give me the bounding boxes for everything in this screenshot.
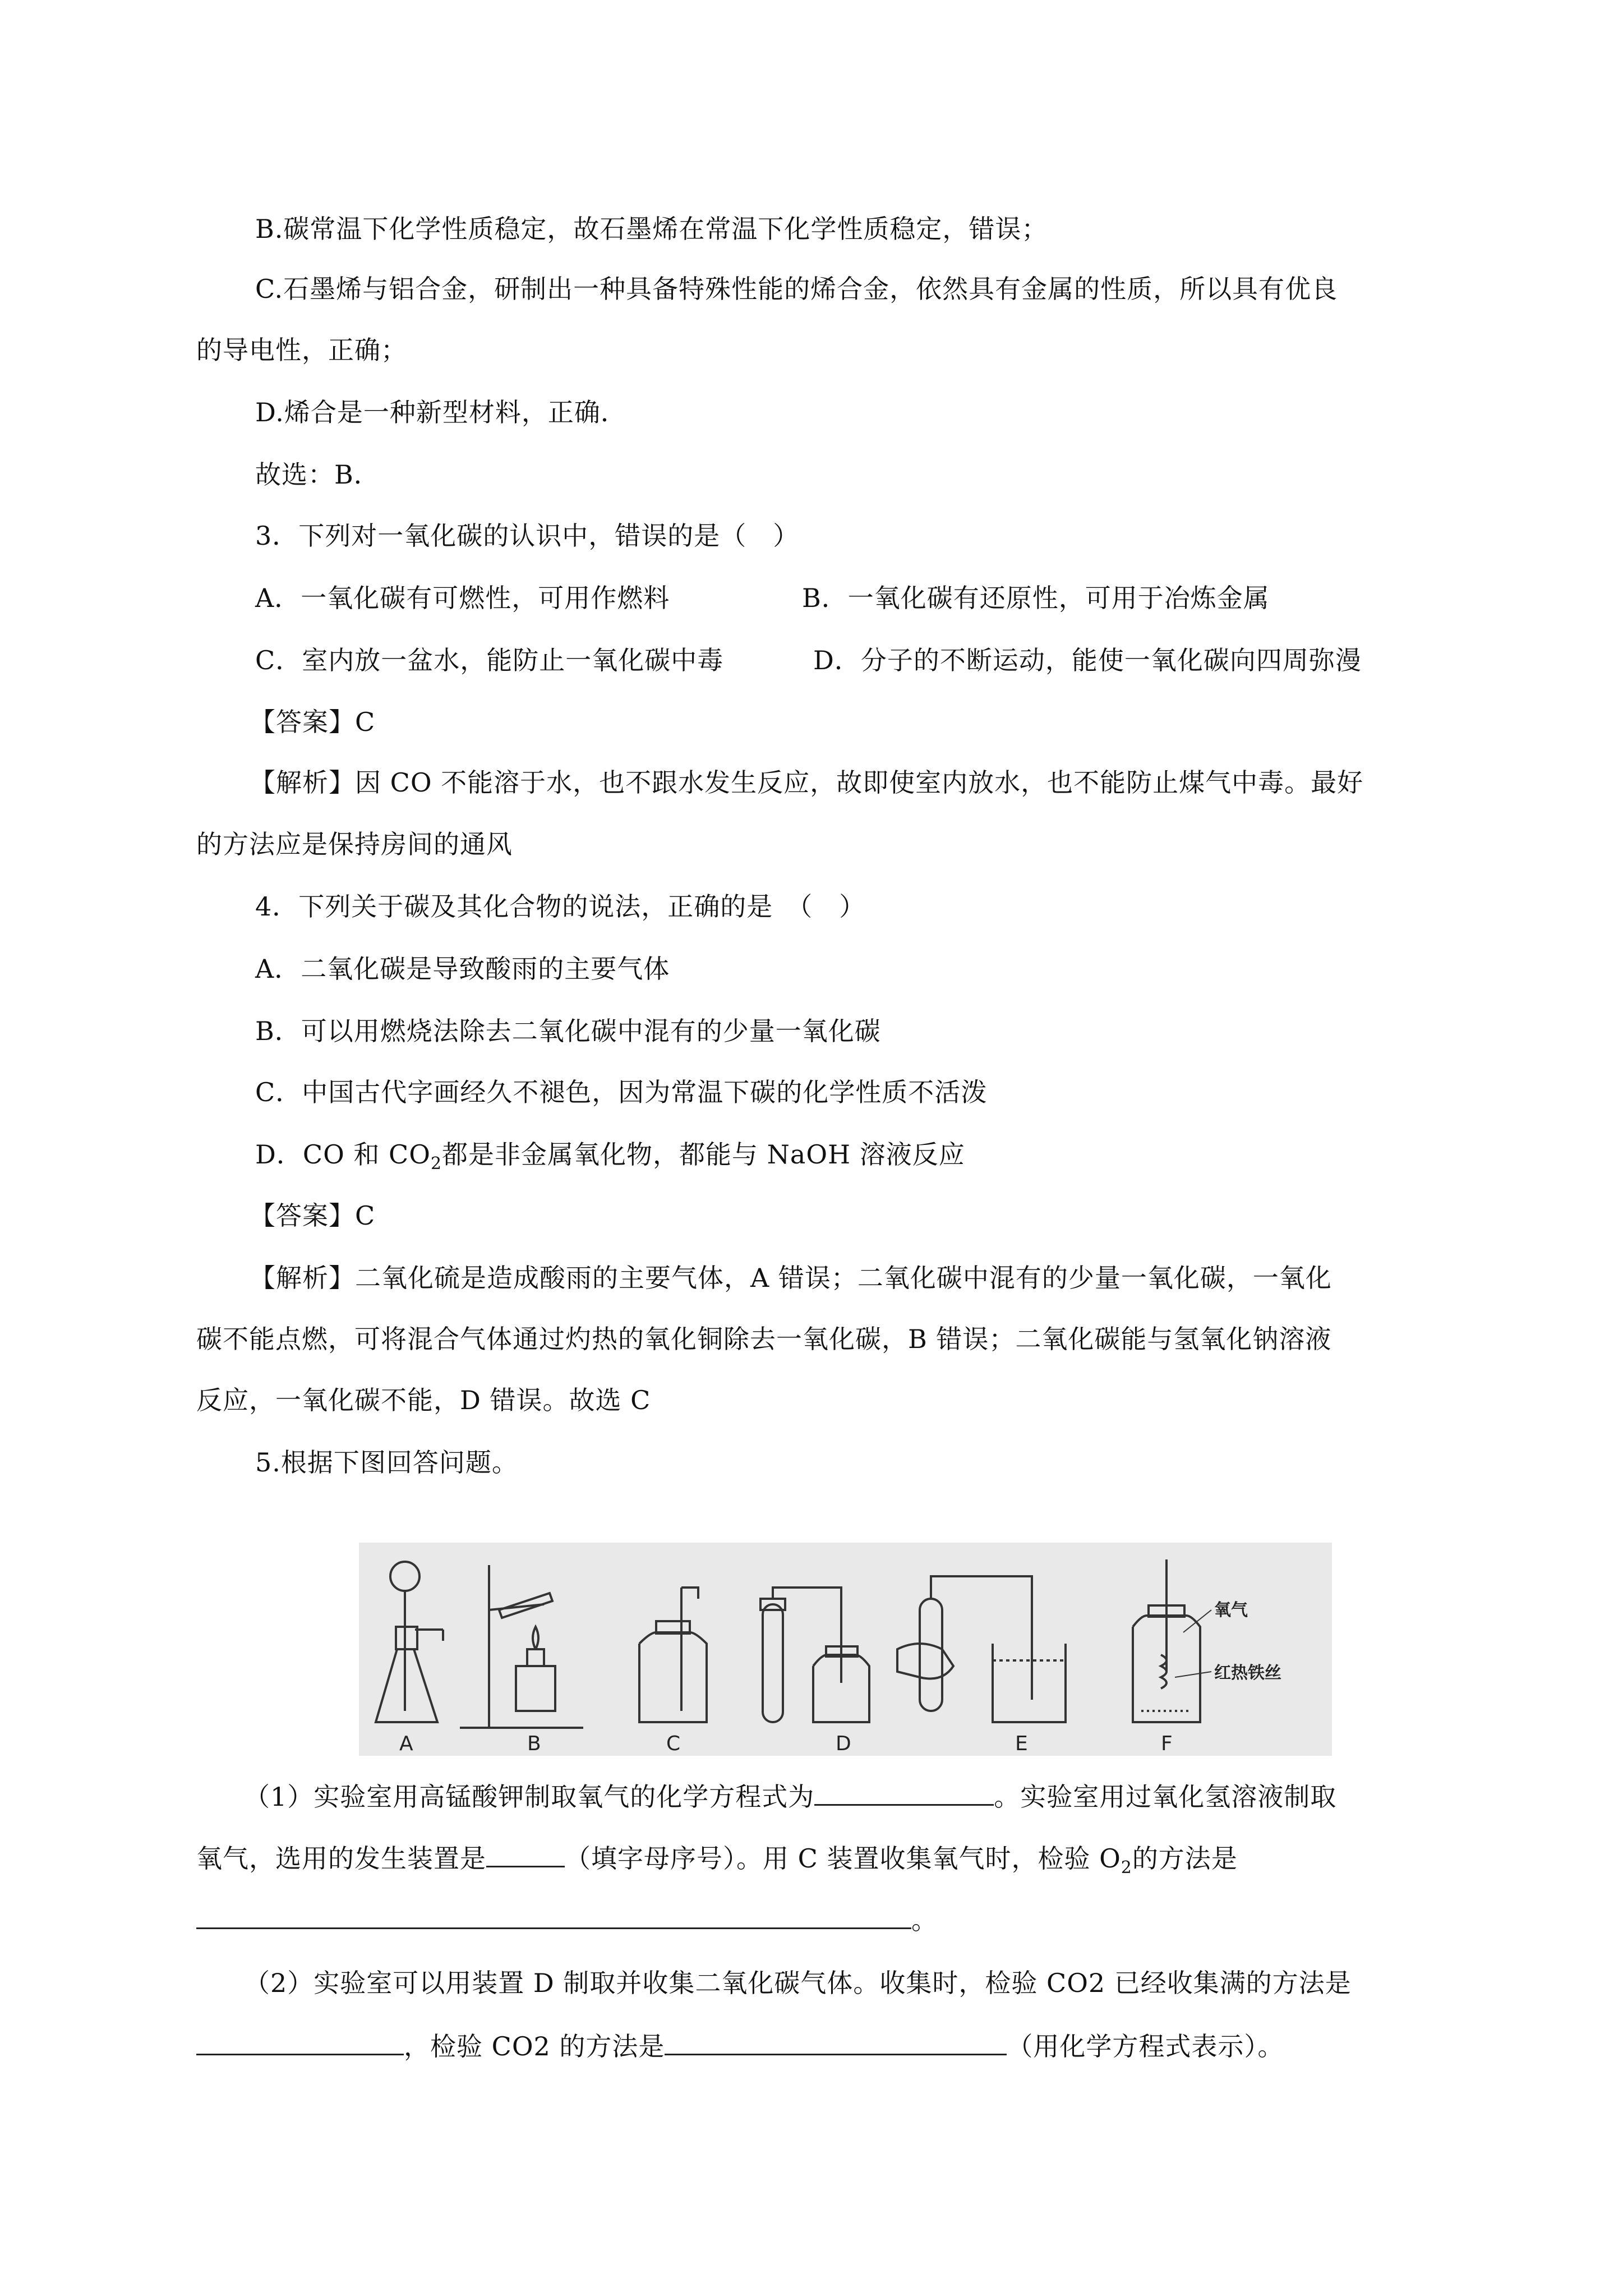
q3-explanation: 【解析】因 CO 不能溶于水，也不跟水发生反应，故即使室内放水，也不能防止煤气中毒。最好 [250,767,1364,798]
q3-question: 3．下列对一氧化碳的认识中，错误的是（ ） [255,521,800,551]
q4-option-a: A．二氧化碳是导致酸雨的主要气体 [255,954,670,984]
q5-part2-text-cont: （用化学方程式表示）。 [1007,2031,1284,2062]
q3-option-a: A．一氧化碳有可燃性，可用作燃料 [255,583,670,613]
q4-option-c: C．中国古代字画经久不褪色，因为常温下碳的化学性质不活泼 [255,1077,988,1107]
q3-option-c: C．室内放一盆水，能防止一氧化碳中毒 [255,645,724,675]
apparatus-c [639,1588,707,1722]
q2-answer: 故选：B． [255,459,380,490]
label-oxygen: 氧气 [1214,1600,1248,1620]
apparatus-a [376,1562,443,1722]
q4-explanation-cont: 碳不能点燃，可将混合气体通过灼热的氧化铜除去一氧化碳，B 错误；二氧化碳能与氢氧化钠溶液 [196,1324,1332,1354]
label-e: E [1015,1732,1028,1755]
q5-part2: （2）实验室可以用装置 D 制取并收集二氧化碳气体。收集时，检验 CO2 已经收集满的方法是 [244,1968,1352,1998]
answer-blank[interactable] [486,1840,565,1867]
q2-option-b-explanation: B.碳常温下化学性质稳定，故石墨烯在常温下化学性质稳定，错误； [255,214,1048,244]
q5-part2-text: ，检验 CO2 的方法是 [404,2031,665,2062]
q4-option-d-text-cont: 都是非金属氧化物，都能与 NaOH 溶液反应 [442,1139,965,1170]
q5-part1-text: （1）实验室用高锰酸钾制取氧气的化学方程式为 [244,1782,815,1812]
q5-part1-text-cont: 。实验室用过氧化氢溶液制取 [994,1782,1337,1812]
q2-option-d-explanation: D.烯合是一种新型材料，正确． [255,397,627,427]
apparatus-d [760,1588,869,1722]
label-d: D [836,1732,851,1755]
apparatus-diagram [359,1543,1332,1756]
answer-blank[interactable] [814,1778,994,1806]
q5-part2-line2 [196,2028,1284,2063]
label-b: B [527,1732,541,1755]
q5-part1-text4: 的方法是 [1132,1843,1238,1874]
q5-part1 [244,1778,1336,1814]
q2-option-c-explanation-cont: 的导电性，正确； [196,335,407,365]
q5-question: 5.根据下图回答问题。 [255,1447,518,1478]
q4-option-d-text: D．CO 和 CO [255,1139,431,1170]
q4-option-d [255,1138,965,1174]
q4-explanation: 【解析】二氧化硫是造成酸雨的主要气体，A 错误；二氧化碳中混有的少量一氧化碳，一氧化 [250,1263,1332,1293]
answer-blank[interactable] [196,1902,911,1929]
q3-option-b: B．一氧化碳有还原性，可用于冶炼金属 [802,583,1270,613]
subscript: 2 [430,1154,442,1174]
q4-question: 4．下列关于碳及其化合物的说法，正确的是 （ ） [255,891,866,922]
label-a: A [399,1732,413,1755]
lab-apparatus-figure [359,1543,1332,1756]
q4-answer: 【答案】C [250,1200,376,1231]
q3-option-d: D．分子的不断运动，能使一氧化碳向四周弥漫 [813,645,1362,675]
q3-explanation-cont: 的方法应是保持房间的通风 [196,829,513,859]
apparatus-e [897,1576,1066,1722]
label-f: F [1161,1732,1173,1755]
q5-part1-line3 [196,1902,938,1937]
answer-blank[interactable] [665,2028,1007,2055]
q4-explanation-cont2: 反应，一氧化碳不能，D 错误。故选 C [196,1385,651,1415]
label-red-hot-iron-wire: 红热铁丝 [1214,1663,1281,1683]
q5-part1-line2 [196,1840,1238,1878]
label-c: C [666,1732,681,1755]
q2-option-c-explanation: C.石墨烯与铝合金，研制出一种具备特殊性能的烯合金，依然具有金属的性质，所以具有优良 [255,274,1338,304]
apparatus-b [460,1565,583,1728]
subscript: 2 [1121,1858,1132,1878]
answer-blank[interactable] [196,2028,404,2055]
q3-answer: 【答案】C [250,707,376,737]
q5-part1-text2: 氧气，选用的发生装置是 [196,1843,486,1874]
q5-part1-text3: （填字母序号）。用 C 装置收集氧气时，检验 O [565,1843,1121,1874]
apparatus-f [1133,1559,1211,1722]
q5-part1-end: 。 [911,1905,938,1935]
q4-option-b: B．可以用燃烧法除去二氧化碳中混有的少量一氧化碳 [255,1016,881,1046]
